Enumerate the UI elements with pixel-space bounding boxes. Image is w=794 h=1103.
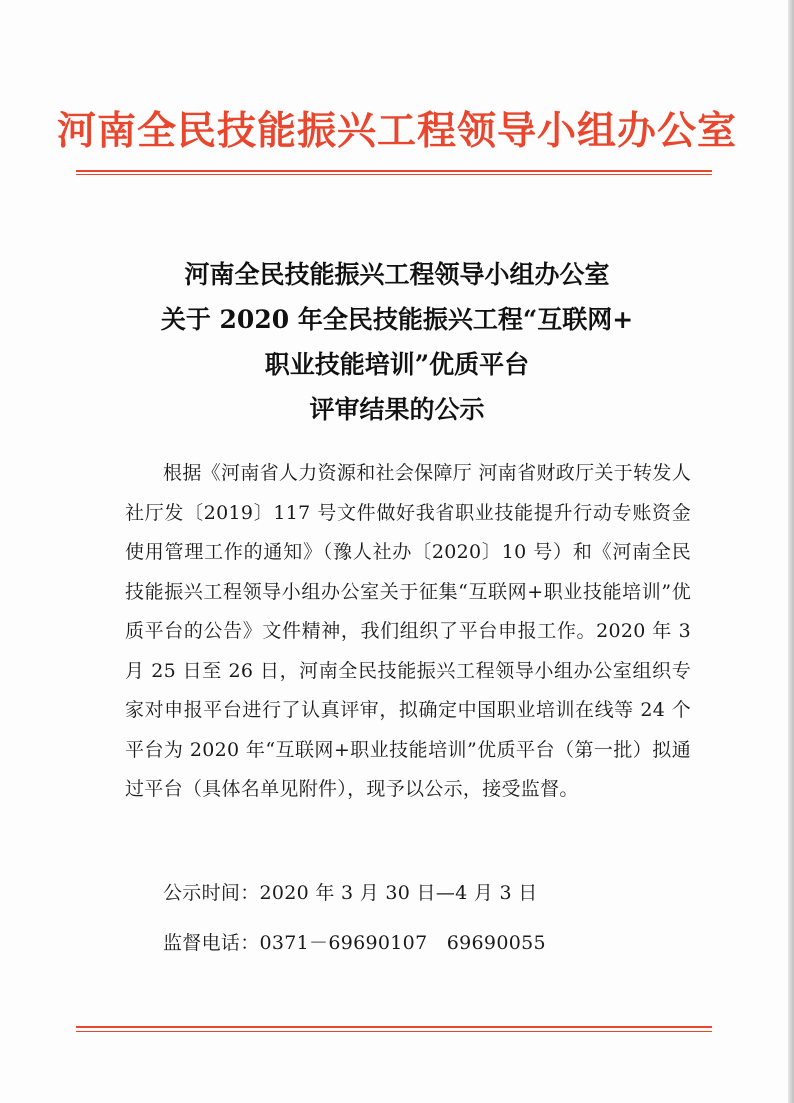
document-title <box>0 252 794 432</box>
title-line: 关于 2020 年全民技能振兴工程“互联网+ <box>160 305 634 334</box>
title-line: 河南全民技能振兴工程领导小组办公室 <box>184 260 610 289</box>
body-paragraph: 根据《河南省人力资源和社会保障厅 河南省财政厅关于转发人社厅发〔2019〕117 号文件做好我省职业技能提升行动专账资金使用管理工作的通知》（豫人社办〔2020〕10 号）和《河南全民技能振兴工程领导小组办公室关于征集“互联网+职业技能培训”优质平台的公告》文件精神，我们组织了平台申报工作。2020 年 3 月 25 日至 26 日，河南全民技能振兴工程领导小组办公室组织专家对申报平台进行了认真评审，拟确定中国职业培训在线等 24 个平台为 2020 年“互联网+职业技能培训”优质平台（第一批）拟通过平台（具体名单见附件），现予以公示，接受监督。 <box>125 462 691 800</box>
scan-edge <box>788 0 794 1103</box>
footer-divider-thin <box>76 1031 712 1032</box>
letterhead-title: 河南全民技能振兴工程领导小组办公室 <box>56 109 737 154</box>
footer-divider <box>76 1026 712 1028</box>
letterhead-divider <box>76 170 712 172</box>
title-line: 评审结果的公示 <box>309 395 485 424</box>
publicity-time: 公示时间：2020 年 3 月 30 日—4 月 3 日 <box>163 882 538 904</box>
letterhead-divider-thin <box>76 174 712 175</box>
title-line: 职业技能培训”优质平台 <box>264 350 530 379</box>
supervision-hotline: 监督电话：0371－69690107 69690055 <box>163 932 546 954</box>
